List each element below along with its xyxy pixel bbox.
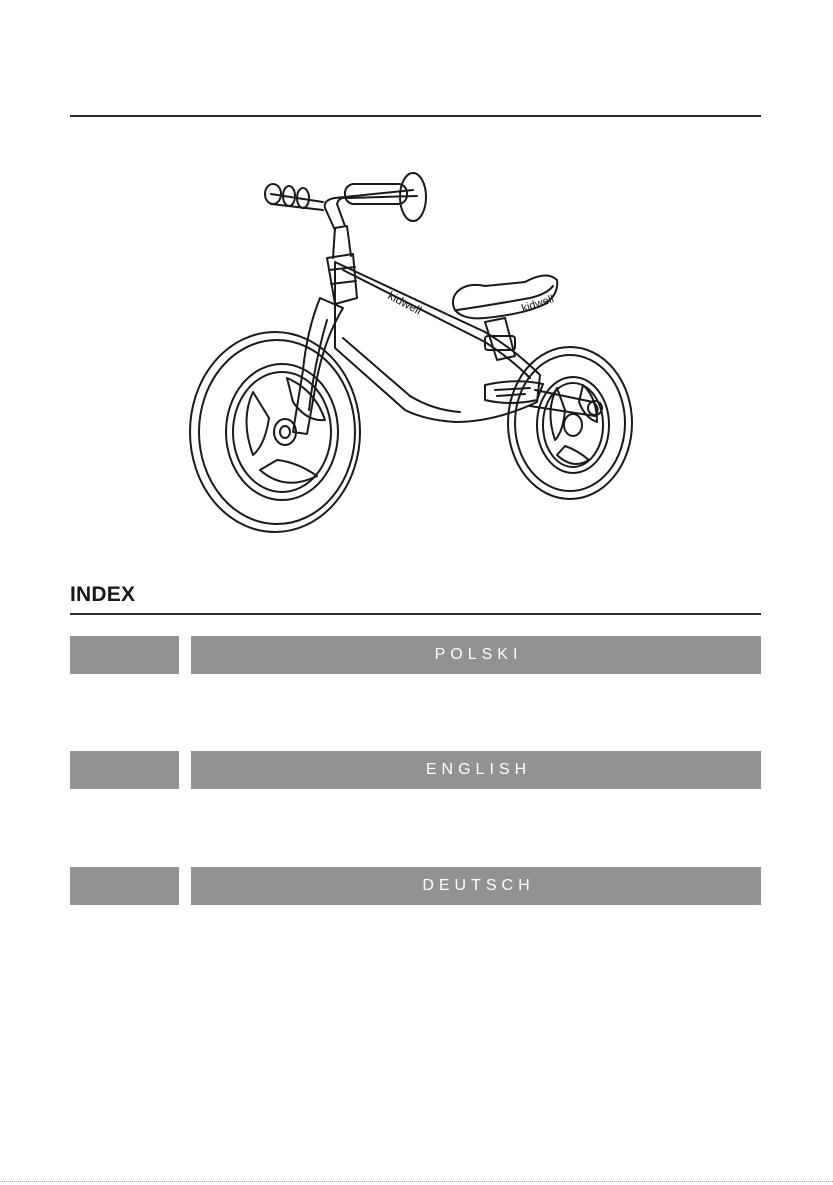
top-divider (70, 115, 761, 117)
page-number-box (70, 751, 179, 789)
handlebar (265, 173, 426, 258)
language-band (191, 867, 761, 905)
page-number-box (70, 636, 179, 674)
seat-brand-logo: kidwell (520, 293, 556, 315)
language-row-polski[interactable] (70, 636, 761, 674)
index-heading: INDEX (70, 583, 136, 606)
language-label: POLSKI (434, 646, 523, 663)
page-edge-dotted-line (0, 1181, 833, 1182)
index-divider (70, 613, 761, 615)
language-row-deutsch[interactable] (70, 867, 761, 905)
fork (293, 254, 357, 434)
language-band (191, 636, 761, 674)
language-band (191, 751, 761, 789)
balance-bike-illustration (185, 170, 645, 535)
page-number-box (70, 867, 179, 905)
language-row-english[interactable] (70, 751, 761, 789)
front-wheel (190, 332, 360, 532)
language-label: ENGLISH (425, 761, 532, 778)
seat (453, 275, 557, 360)
language-label: DEUTSCH (422, 877, 535, 894)
frame-brand-logo: kidwell (385, 288, 424, 318)
rear-wheel (508, 347, 632, 499)
